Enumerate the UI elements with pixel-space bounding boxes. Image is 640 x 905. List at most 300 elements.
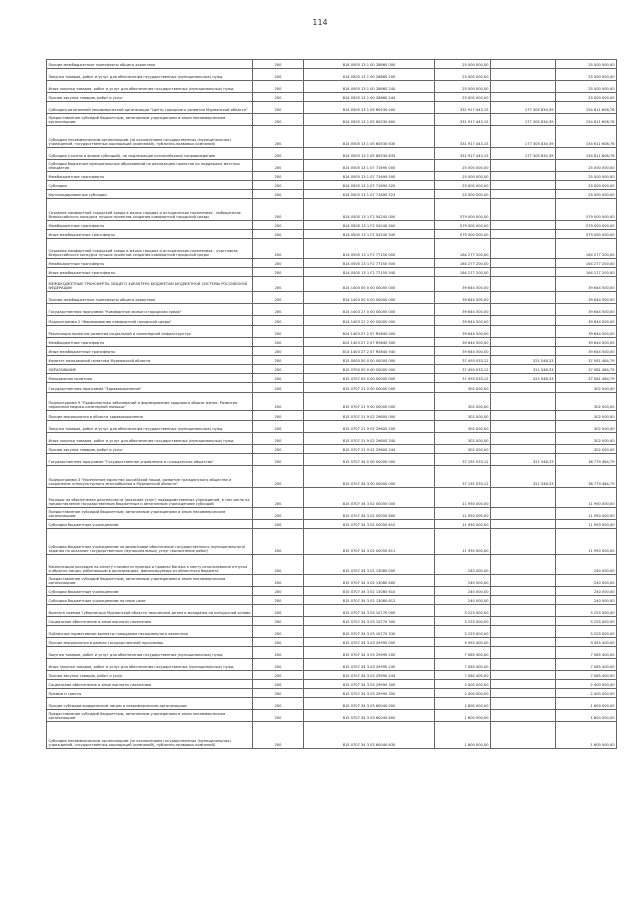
admin-code: 200: [253, 81, 304, 93]
line-item-name: Подпрограмма 9 "Профилактика заболеваний и формирование здорового образа жизни. Развитие первичной медико-санитарной помощи": [47, 393, 253, 411]
budget-classification-code: 815 0707 34 3 03 29990 244: [304, 671, 435, 680]
approved-amount: 331 917 443,15: [435, 148, 491, 160]
approved-amount: 25 000 000,00: [435, 81, 491, 93]
budget-classification-code: 815 0707 34 3 02 00050 000: [304, 488, 435, 508]
total-amount: 39 644 500,00: [556, 304, 617, 316]
approved-amount: 331 917 443,15: [435, 126, 491, 148]
admin-code: 200: [253, 190, 304, 199]
line-item-name: Закупка товаров, работ и услуг для обеспечения государственных (муниципальных) нужд: [47, 647, 253, 659]
table-row: [47, 710, 617, 722]
change-amount: [491, 81, 556, 93]
line-item-name: Иные закупки товаров, работ и услуг для обеспечения государственных (муниципальных) нужд: [47, 81, 253, 93]
admin-code: 200: [253, 277, 304, 292]
approved-amount: 164 277 200,00: [435, 268, 491, 277]
change-amount: 321 548,33: [491, 454, 556, 466]
approved-amount: 39 644 500,00: [435, 316, 491, 326]
total-amount: 9 455 400,00: [556, 638, 617, 647]
total-amount: 2 400 000,00: [556, 680, 617, 689]
total-amount: 25 000 000,00: [556, 81, 617, 93]
line-item-name: Межбюджетные трансферты: [47, 221, 253, 230]
table-row: [47, 338, 617, 347]
admin-code: 200: [253, 114, 304, 126]
total-amount: 39 644 500,00: [556, 347, 617, 356]
line-item-name: Межбюджетные трансферты: [47, 259, 253, 268]
approved-amount: 25 000 000,00: [435, 172, 491, 181]
budget-classification-code: 815 0707 34 3 03 60040 630: [304, 722, 435, 749]
total-amount: 579 000 000,00: [556, 230, 617, 239]
total-amount: 1 600 000,00: [556, 722, 617, 749]
admin-code: 200: [253, 638, 304, 647]
approved-amount: 1 600 000,00: [435, 698, 491, 710]
line-item-name: Межбюджетные трансферты: [47, 338, 253, 347]
approved-amount: 9 455 400,00: [435, 638, 491, 647]
admin-code: 200: [253, 230, 304, 239]
change-amount: 321 548,33: [491, 374, 556, 383]
approved-amount: 5 225 000,00: [435, 626, 491, 638]
table-row: [47, 393, 617, 411]
change-amount: [491, 383, 556, 393]
change-amount: [491, 411, 556, 421]
budget-classification-code: 814 0505 13 1 07 71690 500: [304, 172, 435, 181]
total-amount: 579 000 000,00: [556, 199, 617, 221]
table-row: [47, 326, 617, 338]
line-item-name: Прочие межбюджетные трансферты общего характера: [47, 60, 253, 69]
admin-code: 200: [253, 60, 304, 69]
total-amount: 1 600 000,00: [556, 698, 617, 710]
table-row: [47, 93, 617, 102]
total-amount: 39 644 500,00: [556, 338, 617, 347]
approved-amount: 25 000 000,00: [435, 190, 491, 199]
admin-code: 200: [253, 529, 304, 555]
change-amount: [491, 659, 556, 671]
change-amount: 177 305 834,39: [491, 114, 556, 126]
change-amount: [491, 520, 556, 529]
line-item-name: Прочая закупка товаров, работ и услуг: [47, 671, 253, 680]
change-amount: [491, 199, 556, 221]
table-row: [47, 433, 617, 445]
budget-classification-code: 814 0505 13 1 00 28660 240: [304, 81, 435, 93]
budget-classification-code: 815 0707 34 3 02 13080 000: [304, 555, 435, 575]
change-amount: [491, 93, 556, 102]
table-row: [47, 488, 617, 508]
table-row: [47, 114, 617, 126]
budget-classification-code: 815 0707 21 0 00 00000 000: [304, 383, 435, 393]
table-row: [47, 221, 617, 230]
admin-code: 200: [253, 520, 304, 529]
change-amount: [491, 259, 556, 268]
admin-code: 200: [253, 292, 304, 304]
line-item-name: Субсидии бюджетным учреждениям: [47, 587, 253, 596]
total-amount: 240 000,00: [556, 575, 617, 587]
admin-code: 200: [253, 626, 304, 638]
admin-code: 200: [253, 647, 304, 659]
total-amount: 5 225 000,00: [556, 626, 617, 638]
page-number: 114: [312, 18, 328, 27]
budget-classification-code: 815 0707 34 3 02 13080 612: [304, 596, 435, 605]
admin-code: 200: [253, 605, 304, 617]
approved-amount: 37 191 033,12: [435, 466, 491, 488]
total-amount: 25 000 000,00: [556, 160, 617, 172]
approved-amount: 302 000,00: [435, 421, 491, 433]
line-item-name: Расходы на обеспечение деятельности (оказание услуг) подведомственных учреждений, в том числе на предоставление государственным бюджетным и автономным учреждениям субсидий: [47, 488, 253, 508]
line-item-name: Предоставление субсидий бюджетным, автономным учреждениям и иным некоммерческим организациям: [47, 575, 253, 587]
line-item-name: Субсидии (гранты в форме субсидий), не подлежащие казначейскому сопровождению: [47, 148, 253, 160]
total-amount: 5 225 000,00: [556, 617, 617, 626]
budget-classification-code: 815 0707 34 3 03 29990 000: [304, 638, 435, 647]
admin-code: 200: [253, 69, 304, 81]
total-amount: 25 000 000,00: [556, 190, 617, 199]
table-row: [47, 445, 617, 454]
total-amount: 5 225 000,00: [556, 605, 617, 617]
budget-classification-code: 814 0505 13 1 05 60530 000: [304, 102, 435, 114]
change-amount: [491, 596, 556, 605]
budget-classification-code: 815 0707 21 9 00 00000 000: [304, 393, 435, 411]
table-row: [47, 638, 617, 647]
total-amount: 154 611 608,76: [556, 114, 617, 126]
total-amount: 25 000 000,00: [556, 60, 617, 69]
admin-code: 200: [253, 326, 304, 338]
total-amount: 164 277 200,00: [556, 268, 617, 277]
admin-code: 200: [253, 555, 304, 575]
table-row: [47, 411, 617, 421]
total-amount: 302 000,00: [556, 383, 617, 393]
admin-code: 200: [253, 454, 304, 466]
line-item-name: Прочая закупка товаров, работ и услуг: [47, 445, 253, 454]
change-amount: 321 548,33: [491, 365, 556, 374]
total-amount: 302 000,00: [556, 393, 617, 411]
change-amount: [491, 181, 556, 190]
table-row: [47, 587, 617, 596]
budget-classification-code: 814 0505 13 1 07 71690 523: [304, 190, 435, 199]
line-item-name: Субсидии бюджетным учреждениям на финансовое обеспечение государственного (муниципального) задания на оказание государственных (муниципальных) услуг (выполнение работ): [47, 529, 253, 555]
line-item-name: Субсидии некоммерческим организациям (за исключением государственных (муниципальных) учреждений, государственных корпораций (компаний), публично-правовых компаний): [47, 126, 253, 148]
approved-amount: 7 085 400,00: [435, 647, 491, 659]
admin-code: 200: [253, 338, 304, 347]
budget-classification-code: 815 0707 34 3 02 13080 610: [304, 587, 435, 596]
table-row: [47, 605, 617, 617]
approved-amount: 11 950 000,00: [435, 488, 491, 508]
table-row: [47, 374, 617, 383]
line-item-name: Реализация проектов развития социальной и инженерной инфраструктур: [47, 326, 253, 338]
table-row: [47, 148, 617, 160]
admin-code: 200: [253, 596, 304, 605]
admin-code: 200: [253, 259, 304, 268]
table-row: [47, 172, 617, 181]
table-row: [47, 356, 617, 365]
budget-classification-code: 815 0707 34 0 00 00000 000: [304, 454, 435, 466]
budget-classification-code: 815 0707 34 3 02 00050 600: [304, 508, 435, 520]
line-item-name: Иные межбюджетные трансферты: [47, 347, 253, 356]
total-amount: 2 400 000,00: [556, 689, 617, 698]
line-item-name: Государственная программа "Комфортное жилье и городская среда": [47, 304, 253, 316]
budget-classification-code: 814 0505 13 1 00 28660 200: [304, 69, 435, 81]
change-amount: [491, 647, 556, 659]
table-row: [47, 508, 617, 520]
approved-amount: 579 000 000,00: [435, 230, 491, 239]
table-row: [47, 647, 617, 659]
change-amount: [491, 277, 556, 292]
change-amount: [491, 626, 556, 638]
line-item-name: Предоставление субсидий бюджетным, автономным учреждениям и иным некоммерческим организациям: [47, 508, 253, 520]
budget-classification-code: 814 0505 13 1 F2 54240 000: [304, 199, 435, 221]
table-row: [47, 199, 617, 221]
admin-code: 200: [253, 148, 304, 160]
table-row: [47, 659, 617, 671]
line-item-name: Субсидии бюджетным учреждениям на иные цели: [47, 596, 253, 605]
total-amount: 240 000,00: [556, 596, 617, 605]
budget-classification-code: 814 0505 13 1 F2 54240 540: [304, 230, 435, 239]
approved-amount: 240 000,00: [435, 596, 491, 605]
admin-code: 200: [253, 304, 304, 316]
table-row: [47, 671, 617, 680]
total-amount: 164 277 200,00: [556, 259, 617, 268]
change-amount: [491, 326, 556, 338]
approved-amount: 11 950 000,00: [435, 520, 491, 529]
line-item-name: Создание комфортной городской среды в малых городах и исторических поселениях - победителях Всероссийского конкурса лучших проектов создания комфортной городской среды: [47, 199, 253, 221]
budget-classification-code: 814 1403 27 2 07 R5840 540: [304, 347, 435, 356]
change-amount: [491, 638, 556, 647]
approved-amount: 1 600 000,00: [435, 722, 491, 749]
admin-code: 200: [253, 433, 304, 445]
line-item-name: ОБРАЗОВАНИЕ: [47, 365, 253, 374]
budget-classification-code: 814 1403 27 2 00 00000 000: [304, 316, 435, 326]
table-row: [47, 575, 617, 587]
approved-amount: 2 400 000,00: [435, 680, 491, 689]
table-row: [47, 230, 617, 239]
table-row: [47, 102, 617, 114]
budget-classification-code: 814 1403 27 2 07 R5840 000: [304, 326, 435, 338]
approved-amount: 302 000,00: [435, 445, 491, 454]
total-amount: 39 644 500,00: [556, 292, 617, 304]
change-amount: [491, 60, 556, 69]
admin-code: 200: [253, 374, 304, 383]
change-amount: 177 305 834,39: [491, 102, 556, 114]
total-amount: 7 085 400,00: [556, 647, 617, 659]
approved-amount: 5 225 000,00: [435, 617, 491, 626]
change-amount: [491, 689, 556, 698]
total-amount: 1 600 000,00: [556, 710, 617, 722]
total-amount: 25 000 000,00: [556, 181, 617, 190]
table-row: [47, 529, 617, 555]
admin-code: 200: [253, 239, 304, 259]
change-amount: 321 548,33: [491, 356, 556, 365]
admin-code: 200: [253, 383, 304, 393]
change-amount: [491, 508, 556, 520]
budget-classification-code: 814 0505 13 1 F2 77150 500: [304, 259, 435, 268]
approved-amount: 37 493 033,12: [435, 365, 491, 374]
change-amount: [491, 671, 556, 680]
budget-classification-code: 814 0505 13 1 F2 77150 540: [304, 268, 435, 277]
approved-amount: 579 000 000,00: [435, 221, 491, 230]
total-amount: 25 000 000,00: [556, 93, 617, 102]
change-amount: [491, 221, 556, 230]
budget-classification-code: 815 0707 34 3 03 60040 600: [304, 710, 435, 722]
total-amount: 7 085 400,00: [556, 659, 617, 671]
admin-code: 200: [253, 680, 304, 689]
budget-table-body: [47, 60, 617, 749]
table-row: [47, 689, 617, 698]
budget-classification-code: 814 0505 13 1 F2 77150 000: [304, 239, 435, 259]
change-amount: [491, 680, 556, 689]
line-item-name: Премии и гранты: [47, 689, 253, 698]
approved-amount: 2 400 000,00: [435, 689, 491, 698]
table-row: [47, 365, 617, 374]
total-amount: 39 644 500,00: [556, 326, 617, 338]
change-amount: [491, 710, 556, 722]
line-item-name: Иные закупки товаров, работ и услуг для обеспечения государственных (муниципальных) нужд: [47, 433, 253, 445]
budget-classification-code: 815 0707 34 3 02 13080 600: [304, 575, 435, 587]
approved-amount: 240 000,00: [435, 587, 491, 596]
table-row: [47, 466, 617, 488]
approved-amount: 25 000 000,00: [435, 69, 491, 81]
total-amount: 302 000,00: [556, 421, 617, 433]
change-amount: [491, 393, 556, 411]
approved-amount: 25 000 000,00: [435, 60, 491, 69]
table-row: [47, 596, 617, 605]
budget-table: [46, 59, 617, 749]
admin-code: 200: [253, 199, 304, 221]
approved-amount: 164 277 200,00: [435, 259, 491, 268]
line-item-name: Субсидия бюджетам муниципальных образований на реализацию проектов по поддержке местных инициатив: [47, 160, 253, 172]
budget-classification-code: 815 0707 21 9 02 29600 240: [304, 433, 435, 445]
table-row: [47, 268, 617, 277]
total-amount: 37 081 484,79: [556, 365, 617, 374]
total-amount: 25 000 000,00: [556, 69, 617, 81]
line-item-name: Предоставление субсидий бюджетным, автономным учреждениям и иным некоммерческим организациям: [47, 114, 253, 126]
line-item-name: Прочие субсидии юридическим лицам и некоммерческим организациям: [47, 698, 253, 710]
change-amount: [491, 555, 556, 575]
table-row: [47, 190, 617, 199]
admin-code: 200: [253, 698, 304, 710]
total-amount: 39 644 500,00: [556, 316, 617, 326]
total-amount: 11 950 000,00: [556, 488, 617, 508]
change-amount: [491, 160, 556, 172]
budget-classification-code: 815 0707 34 3 03 10770 300: [304, 617, 435, 626]
line-item-name: Субсидии бюджетным учреждениям: [47, 520, 253, 529]
table-row: [47, 454, 617, 466]
admin-code: 200: [253, 575, 304, 587]
approved-amount: 25 000 000,00: [435, 160, 491, 172]
total-amount: 11 950 000,00: [556, 529, 617, 555]
line-item-name: Подпрограмма 2 "Формирование комфортной городской среды": [47, 316, 253, 326]
approved-amount: 39 644 500,00: [435, 277, 491, 292]
total-amount: 39 644 500,00: [556, 277, 617, 292]
approved-amount: 39 644 500,00: [435, 304, 491, 316]
table-row: [47, 555, 617, 575]
total-amount: 11 950 000,00: [556, 520, 617, 529]
change-amount: [491, 316, 556, 326]
total-amount: 579 000 000,00: [556, 221, 617, 230]
total-amount: 11 950 000,00: [556, 508, 617, 520]
line-item-name: Предоставление субсидий бюджетным, автономным учреждениям и иным некоммерческим организациям: [47, 710, 253, 722]
table-row: [47, 60, 617, 69]
table-row: [47, 259, 617, 268]
total-amount: 37 081 484,79: [556, 356, 617, 365]
admin-code: 200: [253, 710, 304, 722]
line-item-name: Публичные нормативные выплаты гражданам несоциального характера: [47, 626, 253, 638]
change-amount: [491, 292, 556, 304]
budget-classification-code: 815 0707 34 3 03 10770 330: [304, 626, 435, 638]
change-amount: [491, 605, 556, 617]
approved-amount: 579 000 000,00: [435, 199, 491, 221]
admin-code: 200: [253, 365, 304, 374]
line-item-name: Иные межбюджетные трансферты: [47, 268, 253, 277]
budget-classification-code: 814 0505 13 1 00 28660 244: [304, 93, 435, 102]
change-amount: [491, 433, 556, 445]
line-item-name: МЕЖБЮДЖЕТНЫЕ ТРАНСФЕРТЫ ОБЩЕГО ХАРАКТЕРА БЮДЖЕТАМ БЮДЖЕТНОЙ СИСТЕМЫ РОССИЙСКОЙ ФЕДЕРАЦИИ: [47, 277, 253, 292]
budget-classification-code: 815 0707 34 3 03 29990 240: [304, 659, 435, 671]
budget-classification-code: 815 0000 00 0 00 00000 000: [304, 356, 435, 365]
change-amount: [491, 488, 556, 508]
change-amount: [491, 587, 556, 596]
table-row: [47, 160, 617, 172]
approved-amount: 37 493 033,12: [435, 356, 491, 365]
admin-code: 200: [253, 160, 304, 172]
budget-classification-code: 814 0505 13 1 F2 54240 500: [304, 221, 435, 230]
table-row: [47, 421, 617, 433]
budget-classification-code: 815 0707 34 3 03 60040 000: [304, 698, 435, 710]
table-row: [47, 383, 617, 393]
total-amount: 37 081 484,79: [556, 374, 617, 383]
line-item-name: Межбюджетные трансферты: [47, 172, 253, 181]
total-amount: 25 000 000,00: [556, 172, 617, 181]
change-amount: [491, 304, 556, 316]
table-row: [47, 277, 617, 292]
approved-amount: 39 644 500,00: [435, 347, 491, 356]
change-amount: [491, 347, 556, 356]
line-item-name: Прочая закупка товаров, работ и услуг: [47, 93, 253, 102]
line-item-name: Подпрограмма 3 "Укрепление единства российской нации, развитие гражданского общества и сохранение этнокультурного многообразия в Мурманской области": [47, 466, 253, 488]
line-item-name: Социальное обеспечение и иные выплаты населению: [47, 617, 253, 626]
line-item-name: Прочие мероприятия в области здравоохранения: [47, 411, 253, 421]
line-item-name: Прочие межбюджетные трансферты общего характера: [47, 292, 253, 304]
budget-classification-code: 814 0505 13 1 05 60530 630: [304, 126, 435, 148]
table-row: [47, 304, 617, 316]
approved-amount: 302 000,00: [435, 411, 491, 421]
approved-amount: 11 950 000,00: [435, 529, 491, 555]
budget-classification-code: 814 1400 00 0 00 00000 000: [304, 277, 435, 292]
total-amount: 164 277 200,00: [556, 239, 617, 259]
admin-code: 200: [253, 93, 304, 102]
change-amount: [491, 338, 556, 347]
admin-code: 200: [253, 445, 304, 454]
line-item-name: Социальное обеспечение и иные выплаты населению: [47, 680, 253, 689]
approved-amount: 302 000,00: [435, 393, 491, 411]
line-item-name: Иные межбюджетные трансферты: [47, 230, 253, 239]
admin-code: 200: [253, 221, 304, 230]
change-amount: 177 305 834,39: [491, 126, 556, 148]
admin-code: 200: [253, 671, 304, 680]
table-row: [47, 347, 617, 356]
total-amount: 302 000,00: [556, 433, 617, 445]
line-item-name: Компенсация расходов на оплату стоимости проезда и провоза багажа к месту использования отпуска и обратно лицам, работающим в организациях, финансируемых из областного бюджета: [47, 555, 253, 575]
approved-amount: 7 085 400,00: [435, 671, 491, 680]
approved-amount: 302 000,00: [435, 433, 491, 445]
approved-amount: 37 493 033,12: [435, 374, 491, 383]
table-row: [47, 520, 617, 529]
budget-classification-code: 814 1403 27 2 07 R5840 500: [304, 338, 435, 347]
table-row: [47, 722, 617, 749]
total-amount: 240 000,00: [556, 587, 617, 596]
budget-classification-code: 814 0505 13 1 05 60530 633: [304, 148, 435, 160]
approved-amount: 302 000,00: [435, 383, 491, 393]
approved-amount: 25 000 000,00: [435, 93, 491, 102]
budget-classification-code: 814 0505 13 1 00 28660 000: [304, 60, 435, 69]
admin-code: 200: [253, 659, 304, 671]
change-amount: 321 548,33: [491, 466, 556, 488]
approved-amount: 331 917 443,15: [435, 114, 491, 126]
change-amount: [491, 190, 556, 199]
